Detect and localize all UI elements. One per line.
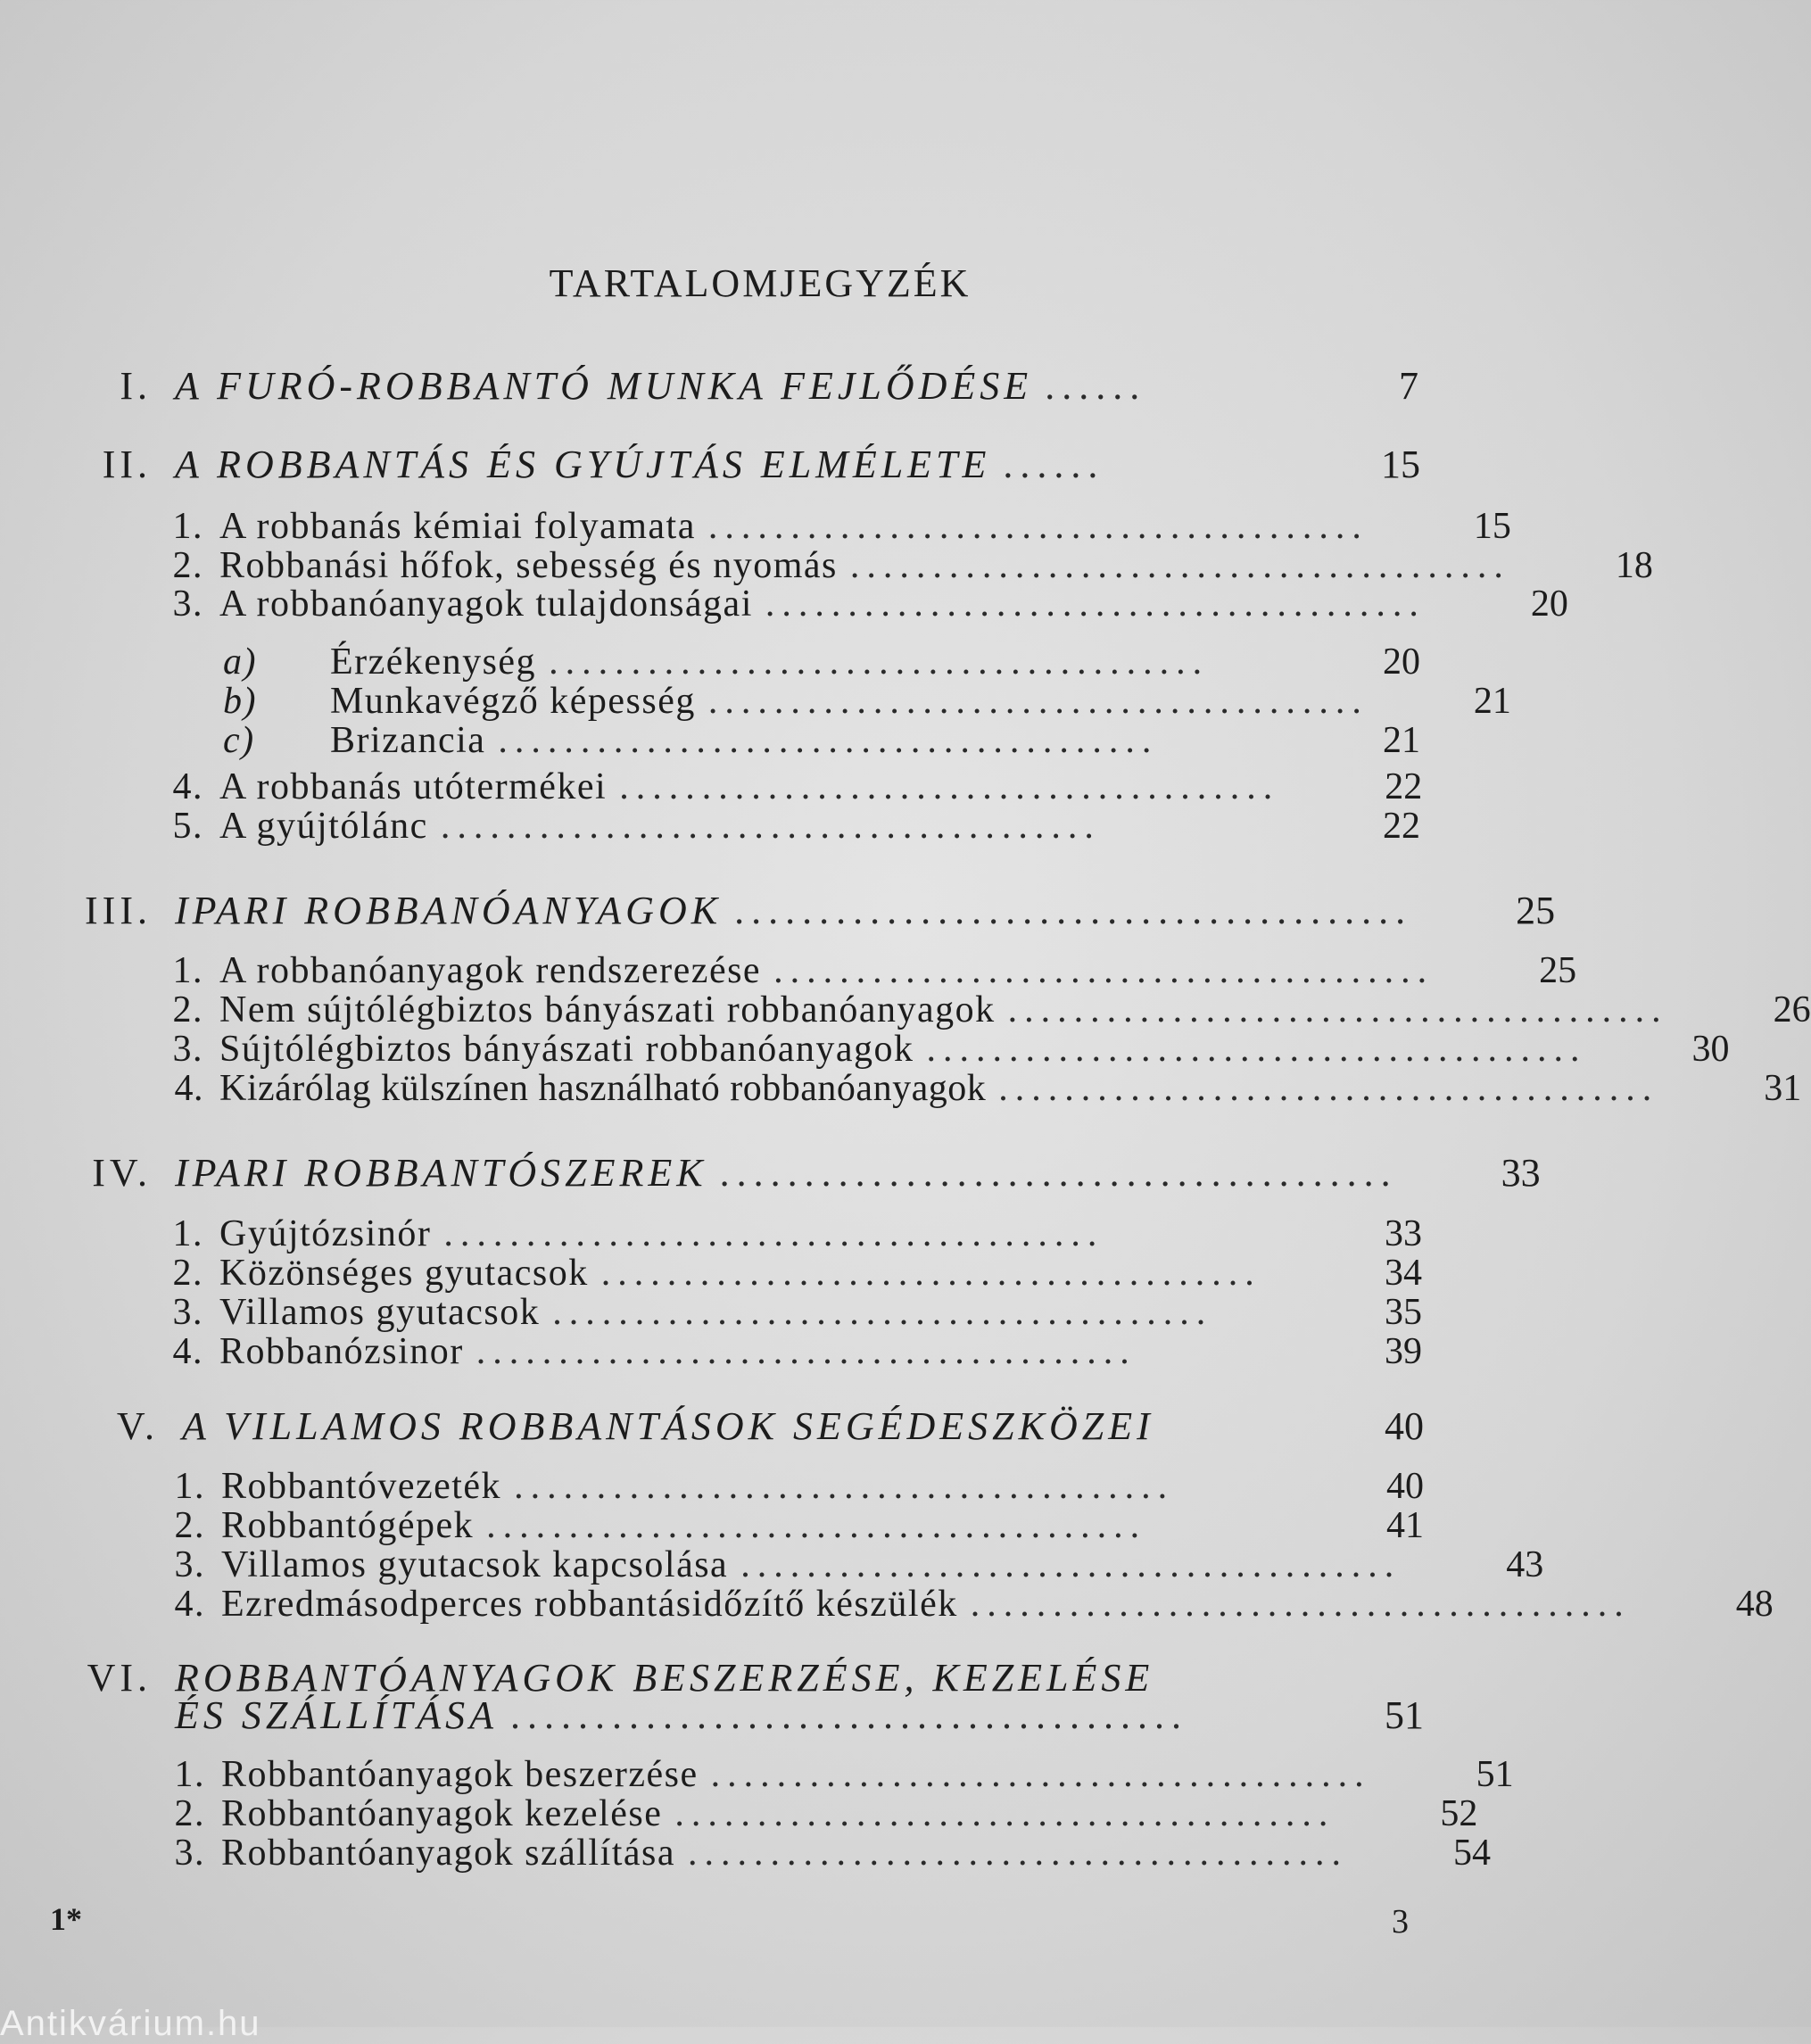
chapter-number: III. — [85, 889, 152, 932]
leader-dots: ........................................ — [600, 1253, 1261, 1294]
leader-dots: ........................................ — [498, 720, 1159, 761]
leader-dots: ........................................ — [619, 766, 1280, 807]
chapter-number: IV. — [92, 1151, 152, 1195]
page-ref: 31 — [1764, 1068, 1802, 1109]
page-ref: 41 — [1386, 1505, 1424, 1546]
leader-dots: ........................................ — [486, 1505, 1147, 1546]
leader-dots: ........................................ — [443, 1213, 1104, 1254]
section-title: Ezredmásodperces robbantásidőzítő készülék — [221, 1584, 958, 1625]
page-ref: 20 — [1383, 641, 1420, 683]
page-ref: 21 — [1473, 681, 1511, 722]
subsection-title: Brizancia — [330, 720, 486, 761]
section-row — [134, 1292, 1422, 1333]
section-title: Gyújtózsinór — [219, 1213, 432, 1254]
section-number: 3. — [174, 1544, 205, 1585]
section-row — [136, 1466, 1424, 1507]
section-title: A gyújtólánc — [219, 806, 428, 847]
chapter-title: IPARI ROBBANÓANYAGOK — [175, 889, 723, 932]
section-title: Kizárólag külszínen használható robbanóanyagok — [219, 1068, 987, 1109]
chapter-title: A FURÓ-ROBBANTÓ MUNKA FEJLŐDÉSE — [175, 364, 1033, 408]
leader-dots: ........................................ — [688, 1833, 1349, 1874]
section-title: Robbantógépek — [221, 1505, 475, 1546]
page-ref: 25 — [1539, 950, 1577, 991]
section-title: Közönséges gyutacsok — [219, 1253, 589, 1294]
section-number: 1. — [172, 950, 203, 991]
subsection-letter: b) — [223, 681, 257, 722]
section-number: 4. — [172, 1331, 203, 1372]
section-number: 2. — [174, 1793, 205, 1834]
leader-dots: ........................................ — [926, 1029, 1587, 1070]
chapter-title: A VILLAMOS ROBBANTÁSOK SEGÉDESZKÖZEI — [182, 1404, 1154, 1448]
page-title: TARTALOMJEGYZÉK — [549, 261, 972, 305]
section-number: 2. — [172, 1253, 203, 1294]
section-number: 4. — [174, 1068, 203, 1109]
leader-dots: ........................................ — [707, 681, 1369, 722]
subsection-title: Munkavégző képesség — [330, 681, 696, 722]
page-ref: 30 — [1691, 1029, 1730, 1070]
section-number: 2. — [172, 989, 203, 1030]
leader-dots: ........................................ — [998, 1068, 1659, 1109]
page-ref: 52 — [1440, 1793, 1478, 1834]
chapter-row — [18, 889, 1556, 932]
section-title: A robbanóanyagok tulajdonságai — [219, 583, 753, 625]
section-title: Villamos gyutacsok — [219, 1292, 541, 1333]
section-row — [136, 1833, 1492, 1874]
section-title: Sújtólégbiztos bányászati robbanóanyagok — [219, 1029, 914, 1070]
page-ref: 54 — [1453, 1833, 1492, 1874]
subsection-letter: a) — [223, 641, 257, 683]
chapter-row — [18, 444, 1420, 485]
page-ref: 35 — [1385, 1292, 1422, 1333]
section-number: 4. — [172, 766, 203, 807]
section-number: 3. — [172, 583, 203, 625]
chapter-row — [18, 366, 1418, 407]
leader-dots: ........................................ — [740, 1544, 1402, 1585]
page-ref: 33 — [1385, 1213, 1422, 1254]
page-ref: 15 — [1381, 443, 1420, 486]
subsection-title: Érzékenység — [330, 641, 537, 683]
page-ref: 48 — [1735, 1584, 1774, 1625]
section-title: A robbanás kémiai folyamata — [219, 506, 696, 547]
chapter-row-continued — [18, 1695, 1424, 1736]
section-number: 3. — [172, 1029, 203, 1070]
section-number: 3. — [172, 1292, 203, 1333]
leader-dots: ...... — [1045, 364, 1147, 408]
leader-dots: ........................................ — [552, 1292, 1213, 1333]
page-ref: 51 — [1476, 1754, 1514, 1795]
page-ref: 34 — [1385, 1253, 1422, 1294]
leader-dots: ........................................ — [719, 1151, 1398, 1195]
chapter-row — [18, 1151, 1541, 1195]
page-ref: 51 — [1385, 1693, 1424, 1737]
leader-dots: ........................................ — [510, 1693, 1189, 1737]
leader-dots: ........................................ — [773, 950, 1435, 991]
leader-dots: ........................................ — [514, 1466, 1175, 1507]
page-ref: 33 — [1501, 1151, 1541, 1195]
section-row — [134, 506, 1511, 547]
leader-dots: ...... — [1003, 443, 1105, 486]
leader-dots: ........................................ — [970, 1584, 1631, 1625]
chapter-title: A ROBBANTÁS ÉS GYÚJTÁS ELMÉLETE — [175, 443, 991, 486]
leader-dots: ........................................ — [1007, 989, 1668, 1030]
section-number: 4. — [174, 1584, 205, 1625]
page-ref: 20 — [1530, 583, 1568, 625]
leader-dots: ........................................ — [710, 1754, 1371, 1795]
leader-dots: ........................................ — [475, 1331, 1137, 1372]
chapter-title: IPARI ROBBANTÓSZEREK — [175, 1151, 707, 1195]
section-number: 1. — [172, 1213, 203, 1254]
page-ref: 25 — [1516, 889, 1556, 932]
leader-dots: ........................................ — [707, 506, 1369, 547]
section-row — [136, 1793, 1478, 1834]
section-title: Robbantóanyagok beszerzése — [221, 1754, 699, 1795]
page-ref: 21 — [1383, 720, 1420, 761]
chapter-number: II. — [102, 443, 152, 486]
chapter-number: V. — [116, 1404, 159, 1448]
section-row — [136, 1544, 1544, 1585]
section-number: 5. — [172, 806, 203, 847]
section-title: Robbantóanyagok szállítása — [221, 1833, 676, 1874]
section-number: 2. — [174, 1505, 205, 1546]
section-row — [136, 1584, 1774, 1625]
section-title: A robbanóanyagok rendszerezése — [219, 950, 762, 991]
section-row — [134, 545, 1653, 586]
section-row — [134, 583, 1568, 625]
section-row — [134, 1331, 1422, 1372]
chapter-number: I. — [120, 364, 152, 408]
section-number: 2. — [172, 545, 203, 586]
section-title: Robbantóvezeték — [221, 1466, 502, 1507]
section-title: Robbanózsinor — [219, 1331, 464, 1372]
signature-mark: 1* — [50, 1901, 82, 1937]
subsection-row — [223, 720, 1420, 761]
section-number: 1. — [172, 506, 203, 547]
section-row — [134, 766, 1423, 807]
chapter-title-line2: ÉS SZÁLLÍTÁSA — [175, 1693, 499, 1737]
leader-dots: ........................................ — [549, 641, 1210, 683]
watermark: Antikvárium.hu — [0, 2004, 261, 2043]
section-row — [134, 1068, 1802, 1109]
page-ref: 39 — [1385, 1331, 1422, 1372]
page-ref: 15 — [1473, 506, 1511, 547]
section-number: 3. — [174, 1833, 205, 1874]
chapter-title: ROBBANTÓANYAGOK BESZERZÉSE, KEZELÉSE — [175, 1656, 1154, 1700]
page-ref: 7 — [1399, 364, 1418, 408]
section-row — [136, 1505, 1424, 1546]
subsection-row — [223, 641, 1420, 683]
page-ref: 18 — [1615, 545, 1653, 586]
subsection-letter: c) — [223, 720, 255, 761]
leader-dots: ........................................ — [765, 583, 1426, 625]
page-number: 3 — [1392, 1903, 1409, 1941]
section-row — [134, 1029, 1730, 1070]
section-row — [134, 1253, 1422, 1294]
chapter-number: VI. — [87, 1656, 152, 1700]
leader-dots: ........................................ — [674, 1793, 1336, 1834]
section-row — [134, 989, 1811, 1030]
section-number: 1. — [174, 1466, 205, 1507]
chapter-row — [18, 1406, 1424, 1447]
leader-dots: ........................................ — [440, 806, 1101, 847]
section-row — [134, 806, 1420, 847]
subsection-row — [223, 681, 1511, 722]
page-ref: 22 — [1383, 806, 1420, 847]
section-title: Robbantóanyagok kezelése — [221, 1793, 663, 1834]
page-ref: 22 — [1385, 766, 1423, 807]
page-ref: 40 — [1385, 1404, 1424, 1448]
section-title: A robbanás utótermékei — [219, 766, 608, 807]
section-row — [134, 1213, 1422, 1254]
section-title: Robbanási hőfok, sebesség és nyomás — [219, 545, 838, 586]
page-ref: 43 — [1506, 1544, 1544, 1585]
leader-dots: ........................................ — [849, 545, 1510, 586]
section-row — [134, 950, 1577, 991]
section-row — [136, 1754, 1514, 1795]
section-number: 1. — [174, 1754, 205, 1795]
leader-dots: ........................................ — [734, 889, 1413, 932]
section-title: Nem sújtólégbiztos bányászati robbanóanyagok — [219, 989, 996, 1030]
page-ref: 40 — [1386, 1466, 1424, 1507]
section-title: Villamos gyutacsok kapcsolása — [221, 1544, 729, 1585]
page-ref: 26 — [1773, 989, 1811, 1030]
